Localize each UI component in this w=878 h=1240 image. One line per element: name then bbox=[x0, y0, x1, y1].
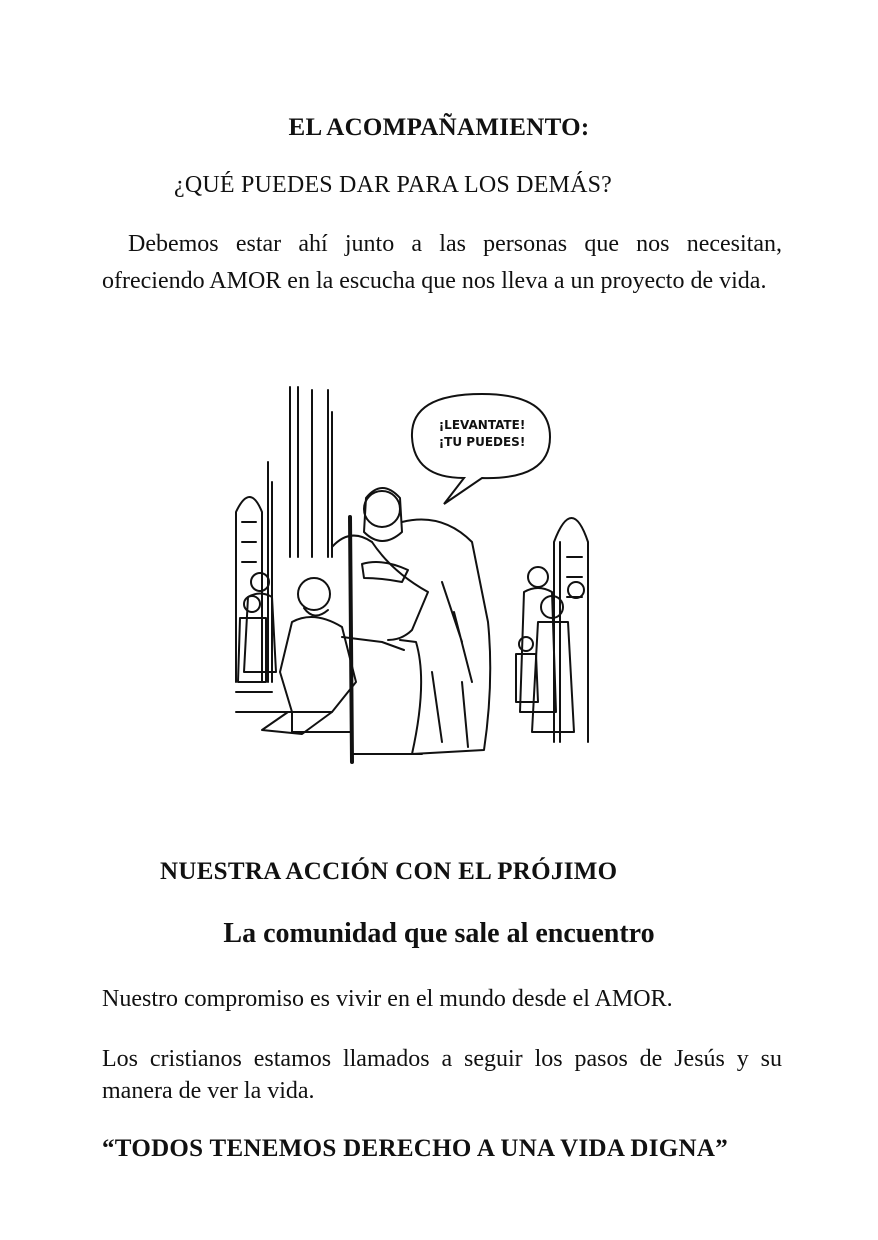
illustration-jesus-healing bbox=[232, 382, 592, 767]
section-subtitle: La comunidad que sale al encuentro bbox=[223, 918, 655, 949]
speech-bubble bbox=[412, 394, 550, 504]
crowd-right-drawing bbox=[516, 567, 584, 732]
crowd-left-drawing bbox=[238, 573, 276, 682]
seated-man-drawing bbox=[262, 578, 404, 734]
page-subtitle: ¿QUÉ PUEDES DAR PARA LOS DEMÁS? bbox=[174, 172, 613, 198]
dignity-quote: “TODOS TENEMOS DERECHO A UNA VIDA DIGNA” bbox=[102, 1135, 729, 1162]
speech-line-2: ¡TU PUEDES! bbox=[438, 435, 526, 449]
arch-drawing bbox=[554, 518, 588, 742]
christians-paragraph: Los cristianos estamos llamados a seguir los pasos de Jesús y su manera de ver la vida. bbox=[102, 1046, 782, 1104]
speech-line-1: ¡LEVANTATE! bbox=[438, 418, 526, 432]
steps-drawing bbox=[236, 692, 422, 754]
column-drawing bbox=[236, 387, 332, 682]
section-title: NUESTRA ACCIÓN CON EL PRÓJIMO bbox=[160, 858, 618, 885]
jesus-drawing bbox=[362, 488, 490, 754]
intro-paragraph: Debemos estar ahí junto a las personas que nos necesitan, ofreciendo AMOR en la escucha que nos lleva a un proyecto de vida. bbox=[102, 231, 782, 294]
commitment-paragraph: Nuestro compromiso es vivir en el mundo desde el AMOR. bbox=[102, 986, 673, 1012]
page-title: EL ACOMPAÑAMIENTO: bbox=[288, 114, 590, 141]
